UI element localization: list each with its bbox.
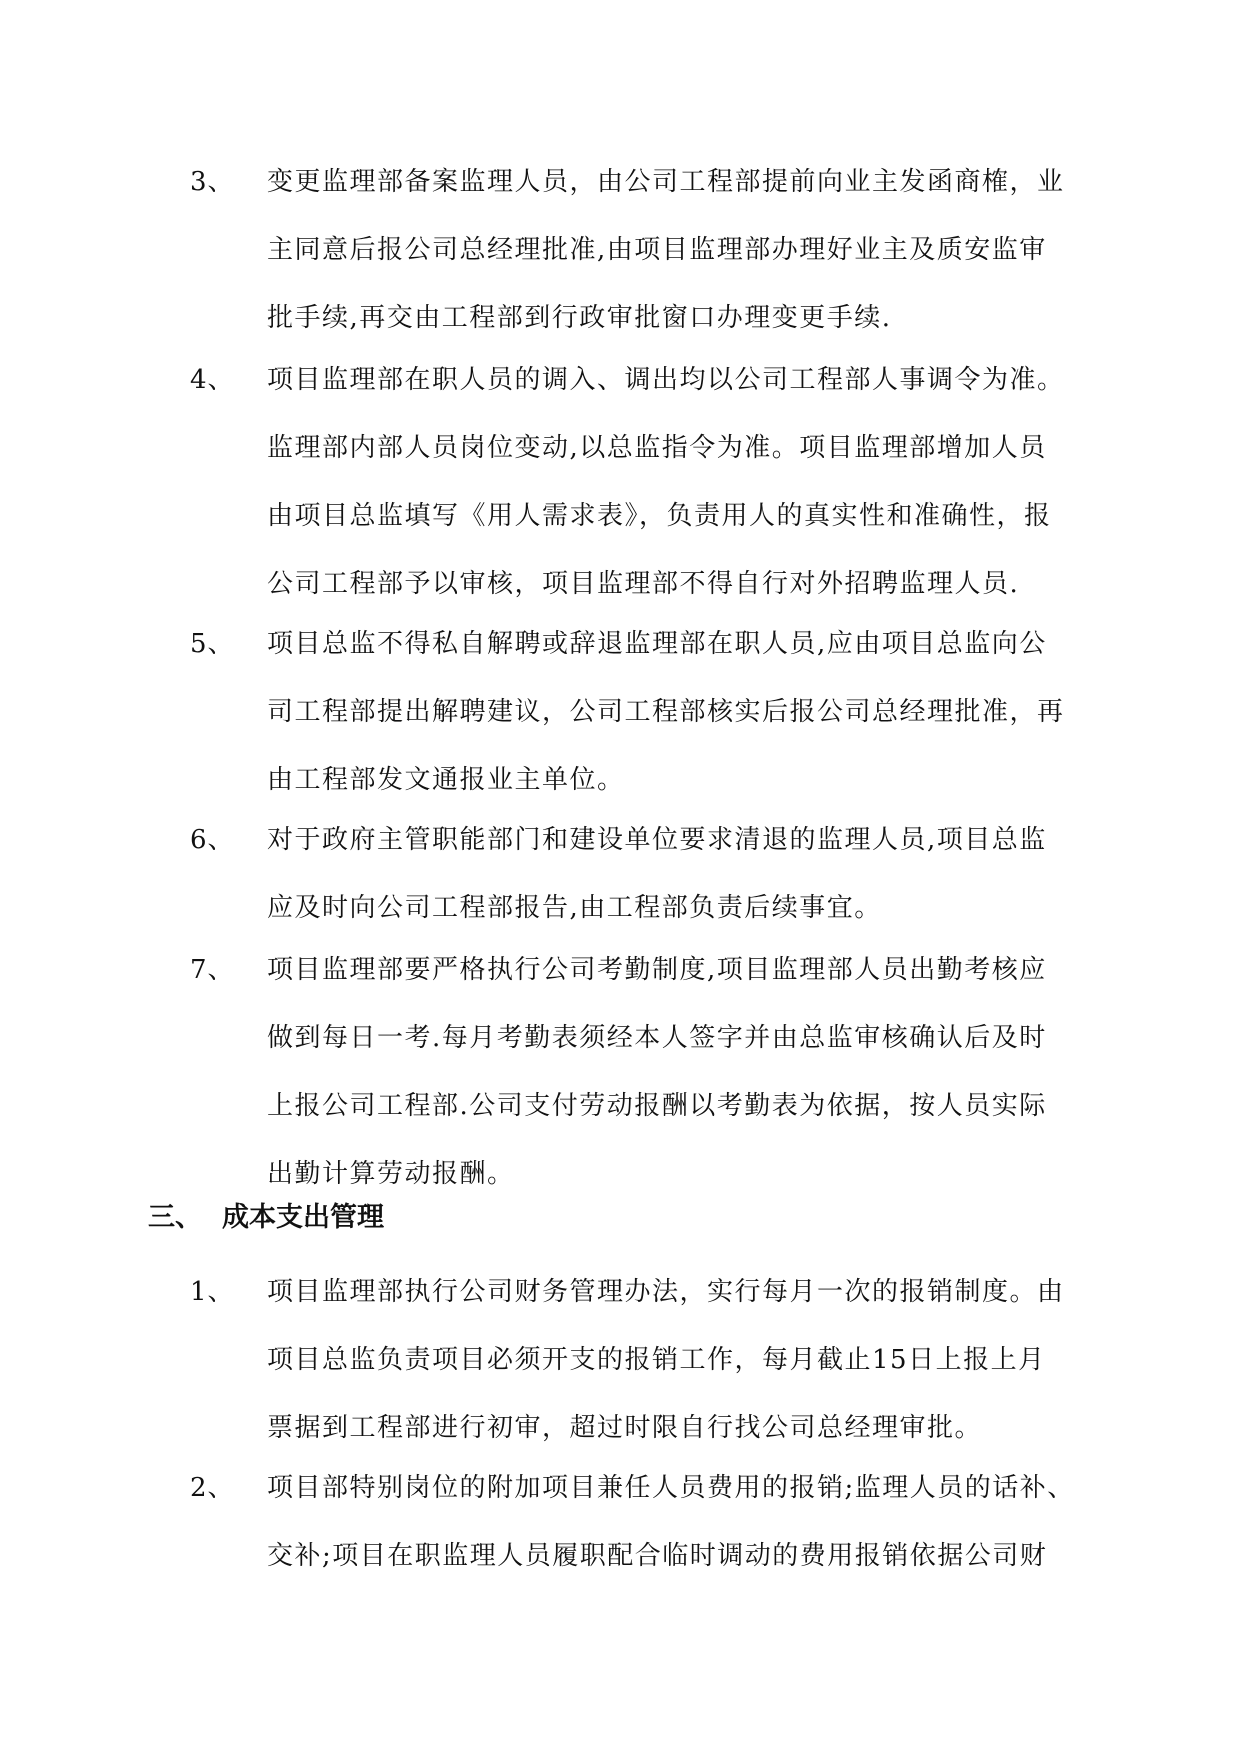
text-line: 项目监理部执行公司财务管理办法，实行每月一次的报销制度。由 xyxy=(267,1277,1065,1307)
item-number: 1、 xyxy=(190,1277,235,1307)
text-line: 司工程部提出解聘建议，公司工程部核实后报公司总经理批准，再 xyxy=(267,697,1065,727)
text-line: 主同意后报公司总经理批准,由项目监理部办理好业主及质安监审 xyxy=(267,235,1047,265)
section-number: 三、 xyxy=(148,1202,202,1233)
item-text xyxy=(267,1454,1117,1590)
text-line: 由工程部发文通报业主单位。 xyxy=(267,765,625,795)
text-line: 变更监理部备案监理人员，由公司工程部提前向业主发函商榷，业 xyxy=(267,167,1065,197)
text-line: 上报公司工程部.公司支付劳动报酬以考勤表为依据，按人员实际 xyxy=(267,1091,1047,1121)
item-number: 7、 xyxy=(190,955,235,985)
text-line: 批手续,再交由工程部到行政审批窗口办理变更手续. xyxy=(267,303,892,333)
text-line: 项目监理部要严格执行公司考勤制度,项目监理部人员出勤考核应 xyxy=(267,955,1047,985)
text-line: 由项目总监填写《用人需求表》，负责用人的真实性和准确性，报 xyxy=(267,501,1052,531)
item-text xyxy=(267,346,1117,618)
item-number: 3、 xyxy=(190,167,235,197)
text-line: 项目总监负责项目必须开支的报销工作，每月截止15日上报上月 xyxy=(267,1345,1046,1375)
item-number: 2、 xyxy=(190,1473,235,1503)
item-text xyxy=(267,936,1117,1208)
text-line: 票据到工程部进行初审，超过时限自行找公司总经理审批。 xyxy=(267,1413,983,1443)
text-line: 出勤计算劳动报酬。 xyxy=(267,1159,515,1189)
text-line: 项目监理部在职人员的调入、调出均以公司工程部人事调令为准。 xyxy=(267,365,1065,395)
text-line: 项目部特别岗位的附加项目兼任人员费用的报销;监理人员的话补、 xyxy=(267,1473,1075,1503)
item-number: 6、 xyxy=(190,825,235,855)
item-text xyxy=(267,806,1117,942)
text-line: 项目总监不得私自解聘或辞退监理部在职人员,应由项目总监向公 xyxy=(267,629,1047,659)
text-line: 公司工程部予以审核，项目监理部不得自行对外招聘监理人员. xyxy=(267,569,1020,599)
item-number: 4、 xyxy=(190,365,235,395)
section-title: 成本支出管理 xyxy=(222,1202,384,1233)
item-text xyxy=(267,1258,1117,1462)
text-line: 对于政府主管职能部门和建设单位要求清退的监理人员,项目总监 xyxy=(267,825,1047,855)
text-line: 做到每日一考.每月考勤表须经本人签字并由总监审核确认后及时 xyxy=(267,1023,1047,1053)
item-text xyxy=(267,148,1117,352)
text-line: 交补;项目在职监理人员履职配合临时调动的费用报销依据公司财 xyxy=(267,1541,1048,1571)
text-line: 应及时向公司工程部报告,由工程部负责后续事宜。 xyxy=(267,893,882,923)
item-number: 5、 xyxy=(190,629,235,659)
text-line: 监理部内部人员岗位变动,以总监指令为准。项目监理部增加人员 xyxy=(267,433,1047,463)
item-text xyxy=(267,610,1117,814)
section-heading xyxy=(148,1184,384,1252)
